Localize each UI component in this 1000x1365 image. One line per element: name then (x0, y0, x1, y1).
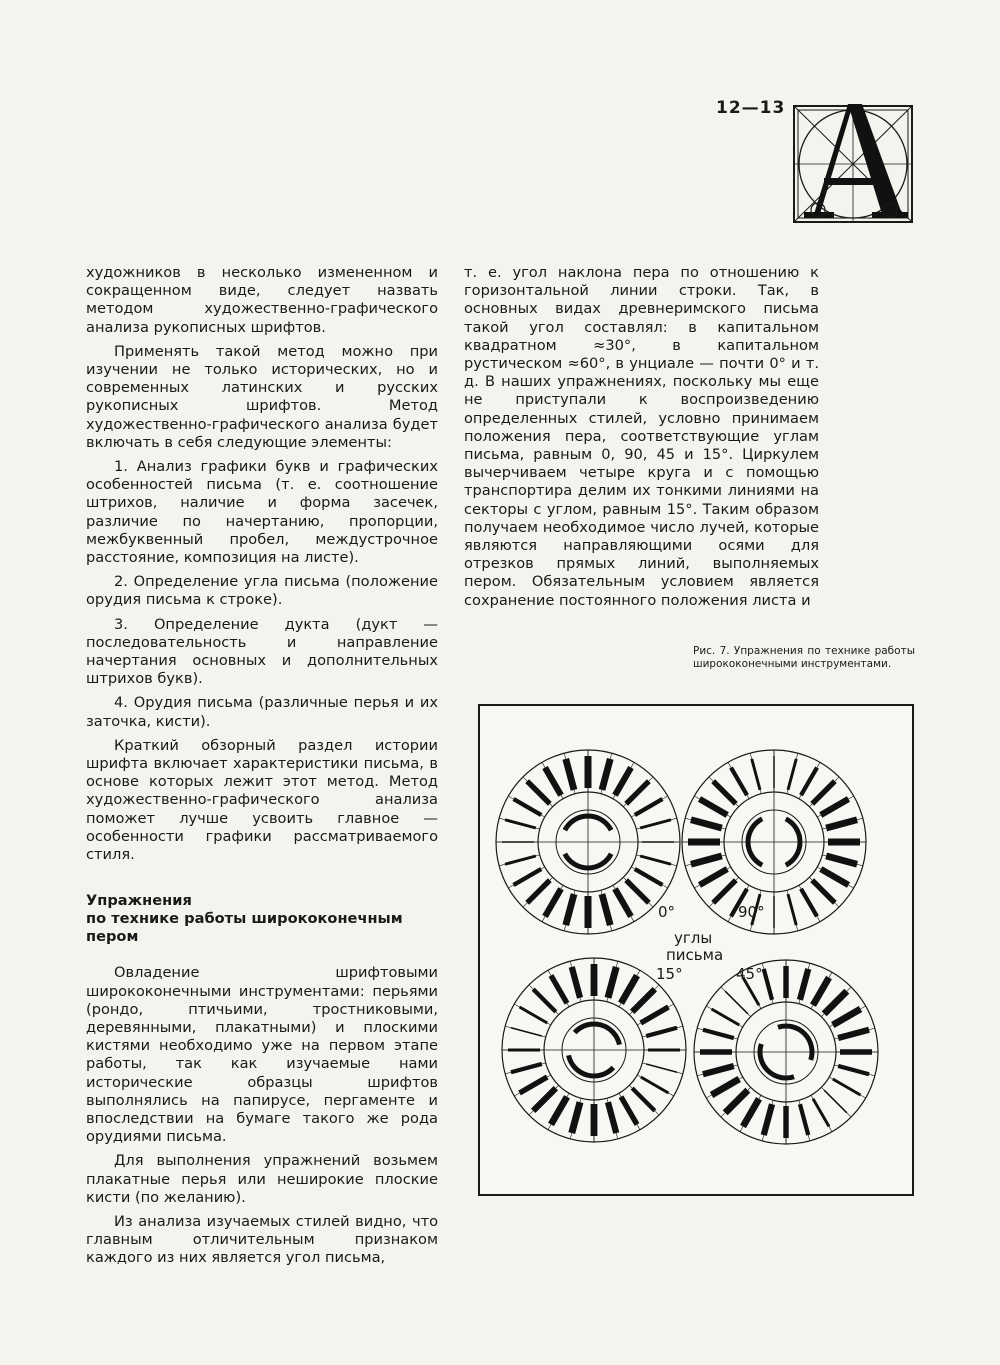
wheel-nib-stroke (743, 1099, 759, 1127)
wheel-nib-stroke (833, 1009, 861, 1025)
wheel-nib-stroke (813, 978, 829, 1006)
wheel-nib-stroke (788, 894, 796, 925)
wheel-nib-stroke (813, 1099, 829, 1127)
wheel-nib-stroke (833, 1079, 861, 1095)
wheel-nib-stroke (602, 894, 610, 925)
wheel-nib-stroke (520, 1007, 548, 1023)
label-45-deg: 45° (736, 965, 763, 983)
wheel-nib-stroke (520, 1077, 548, 1093)
wheel-nib-stroke (824, 1090, 847, 1113)
wheel-pen-arc (760, 1044, 794, 1078)
wheel-nib-stroke (626, 781, 649, 804)
wheel-nib-stroke (731, 768, 747, 796)
wheel-nib-stroke (712, 1079, 740, 1095)
label-angles: углы (674, 929, 713, 947)
wheel-nib-stroke (641, 1077, 669, 1093)
wheel-nib-stroke (615, 768, 631, 796)
wheel-nib-stroke (527, 880, 550, 903)
wheel-nib-stroke (632, 1088, 655, 1111)
wheel-nib-stroke (641, 1007, 669, 1023)
label-15-deg: 15° (656, 965, 683, 983)
wheel-nib-stroke (602, 759, 610, 790)
wheel-nib-stroke (608, 1102, 616, 1133)
paragraph: Применять такой метод можно при изучении не только исторических, но и современных латинских и русских рукописных шрифтов. Метод художественно-графического анализа будет включать в себя следующие элементы: (86, 342, 438, 451)
wheel-nib-stroke (621, 976, 637, 1004)
paragraph: художников в несколько измененном и сокращенном виде, следует назвать методом художественно-графического анализа рукописных шрифтов. (86, 264, 438, 336)
wheel-nib-stroke (566, 759, 574, 790)
list-item: 1. Анализ графики букв и графических особенностей письма (т. е. соотношение штрихов, наличие и форма засечек, различие по начертанию, пропорции, межбуквенный пробел, междустрочное расстояние, композиция на листе). (86, 458, 438, 567)
wheel-nib-stroke (713, 880, 736, 903)
label-writing: письма (666, 946, 724, 964)
wheel-nib-stroke (700, 869, 728, 885)
wheel-nib-stroke (505, 856, 536, 864)
wheel-nib-stroke (514, 799, 542, 815)
wheel-pen-arc (575, 1024, 620, 1045)
wheel-nib-stroke (545, 889, 561, 917)
wheel-nib-stroke (712, 1009, 740, 1025)
wheel-nib-stroke (764, 969, 772, 1000)
wheel-nib-stroke (752, 759, 760, 790)
wheel-nib-stroke (514, 869, 542, 885)
paragraph: Для выполнения упражнений возьмем плакатные перья или неширокие плоские кисти (по желанию). (86, 1152, 438, 1206)
figure-caption: Рис. 7. Упражнения по технике работы ширококонечными инструментами. (693, 645, 915, 670)
wheel-nib-stroke (626, 880, 649, 903)
wheel-nib-stroke (838, 1030, 869, 1038)
wheel-nib-stroke (621, 1097, 637, 1125)
wheel-nib-stroke (703, 1030, 734, 1038)
wheel-nib-stroke (703, 1066, 734, 1074)
wheel-nib-stroke (826, 820, 857, 828)
wheel-nib-stroke (551, 976, 567, 1004)
letter-a-emblem (790, 100, 918, 228)
wheel-nib-stroke (615, 889, 631, 917)
left-column (86, 264, 438, 1274)
list-item: 3. Определение дукта (дукт — последовательность и направление начертания основных и дополнительных штрихов букв). (86, 615, 438, 688)
wheel-nib-stroke (788, 759, 796, 790)
wheel-nib-stroke (632, 989, 655, 1012)
wheel-nib-stroke (812, 781, 835, 804)
wheel-arrow-marker (586, 912, 591, 917)
list-item: 2. Определение угла письма (положение орудия письма к строке). (86, 573, 438, 609)
wheel-arrow-marker (733, 1100, 738, 1105)
wheel-nib-stroke (640, 856, 671, 864)
wheel-pen-arc (778, 1026, 812, 1060)
wheel-nib-stroke (821, 799, 849, 815)
wheel-nib-stroke (838, 1066, 869, 1074)
wheel-nib-stroke (821, 869, 849, 885)
figure-frame (478, 704, 914, 1196)
right-column (464, 264, 819, 616)
wheel-nib-stroke (824, 991, 847, 1014)
wheel-nib-stroke (725, 991, 748, 1014)
heading-line-2: по технике работы ширококонечным пером (86, 910, 403, 946)
page-number: 12—13 (716, 98, 786, 118)
wheel-nib-stroke (533, 1088, 556, 1111)
list-item: 4. Орудия письма (различные перья и их заточка, кисти). (86, 694, 438, 730)
wheel-arrow-marker (573, 1117, 578, 1122)
label-90-deg: 90° (738, 903, 765, 921)
wheel-nib-stroke (505, 820, 536, 828)
wheel-nib-stroke (800, 1104, 808, 1135)
paragraph: Краткий обзорный раздел истории шрифта включает характеристики письма, в основе которых лежит этот метод. Метод художественно-графического анализа поможет лучше усвоить главное — особенности графики рассматриваемого стиля. (86, 736, 438, 864)
wheel-nib-stroke (608, 967, 616, 998)
wheel-nib-stroke (764, 1104, 772, 1135)
wheel-nib-stroke (700, 799, 728, 815)
wheel-nib-stroke (566, 894, 574, 925)
wheel-nib-stroke (545, 768, 561, 796)
wheel-nib-stroke (812, 880, 835, 903)
wheel-nib-stroke (713, 781, 736, 804)
wheel-nib-stroke (800, 969, 808, 1000)
wheel-nib-stroke (691, 856, 722, 864)
paragraph: Овладение шрифтовыми ширококонечными инструментами: перьями (рондо, птичьими, тростниковыми, деревянными, плакатными) и плоскими кистями необходимо уже на первом этапе работы, так как изучаемые нами исторические образцы шрифтов выполнялись на папирусе, пергаменте и впоследствии на бумаге такого же рода орудиями письма. (86, 964, 438, 1146)
wheel-nib-stroke (801, 768, 817, 796)
wheel-nib-stroke (691, 820, 722, 828)
wheel-nib-stroke (533, 989, 556, 1012)
wheel-nib-stroke (527, 781, 550, 804)
heading-line-1: Упражнения (86, 892, 192, 910)
wheel-nib-stroke (646, 1028, 677, 1036)
wheel-nib-stroke (635, 869, 663, 885)
wheel-arrow-marker (700, 840, 705, 845)
wheel-nib-stroke (646, 1064, 677, 1072)
wheel-nib-stroke (511, 1064, 542, 1072)
wheel-nib-stroke (572, 967, 580, 998)
wheel-nib-stroke (551, 1097, 567, 1125)
wheel-nib-stroke (826, 856, 857, 864)
wheel-nib-stroke (511, 1028, 542, 1036)
paragraph: Из анализа изучаемых стилей видно, что главным отличительным признаком каждого из них является угол письма, (86, 1212, 438, 1267)
wheel-nib-stroke (801, 889, 817, 917)
label-0-deg: 0° (658, 903, 676, 921)
section-heading (86, 892, 438, 946)
paragraph: т. е. угол наклона пера по отношению к горизонтальной линии строки. Так, в основных видах древнеримского письма такой угол составлял: в капитальном квадратном ≈30°, в капитальном рустическом ≈60°, в унциале — почти 0° и т. д. В наших упражнениях, поскольку мы еще не приступали к воспроизведению определенных стилей, условно принимаем положения пера, соответствующие углам письма, равным 0, 90, 45 и 15°. Циркулем вычерчиваем четыре круга и с помощью транспортира делим их тонкими линиями на секторы с углом, равным 15°. Таким образом получаем необходимое число лучей, которые являются направляющими осями для отрезков прямых линий, выполняемых пером. Обязательным условием является сохранение постоянного положения листа и (464, 264, 819, 609)
wheel-nib-stroke (635, 799, 663, 815)
wheel-pen-arc (569, 1055, 614, 1076)
wheel-nib-stroke (640, 820, 671, 828)
